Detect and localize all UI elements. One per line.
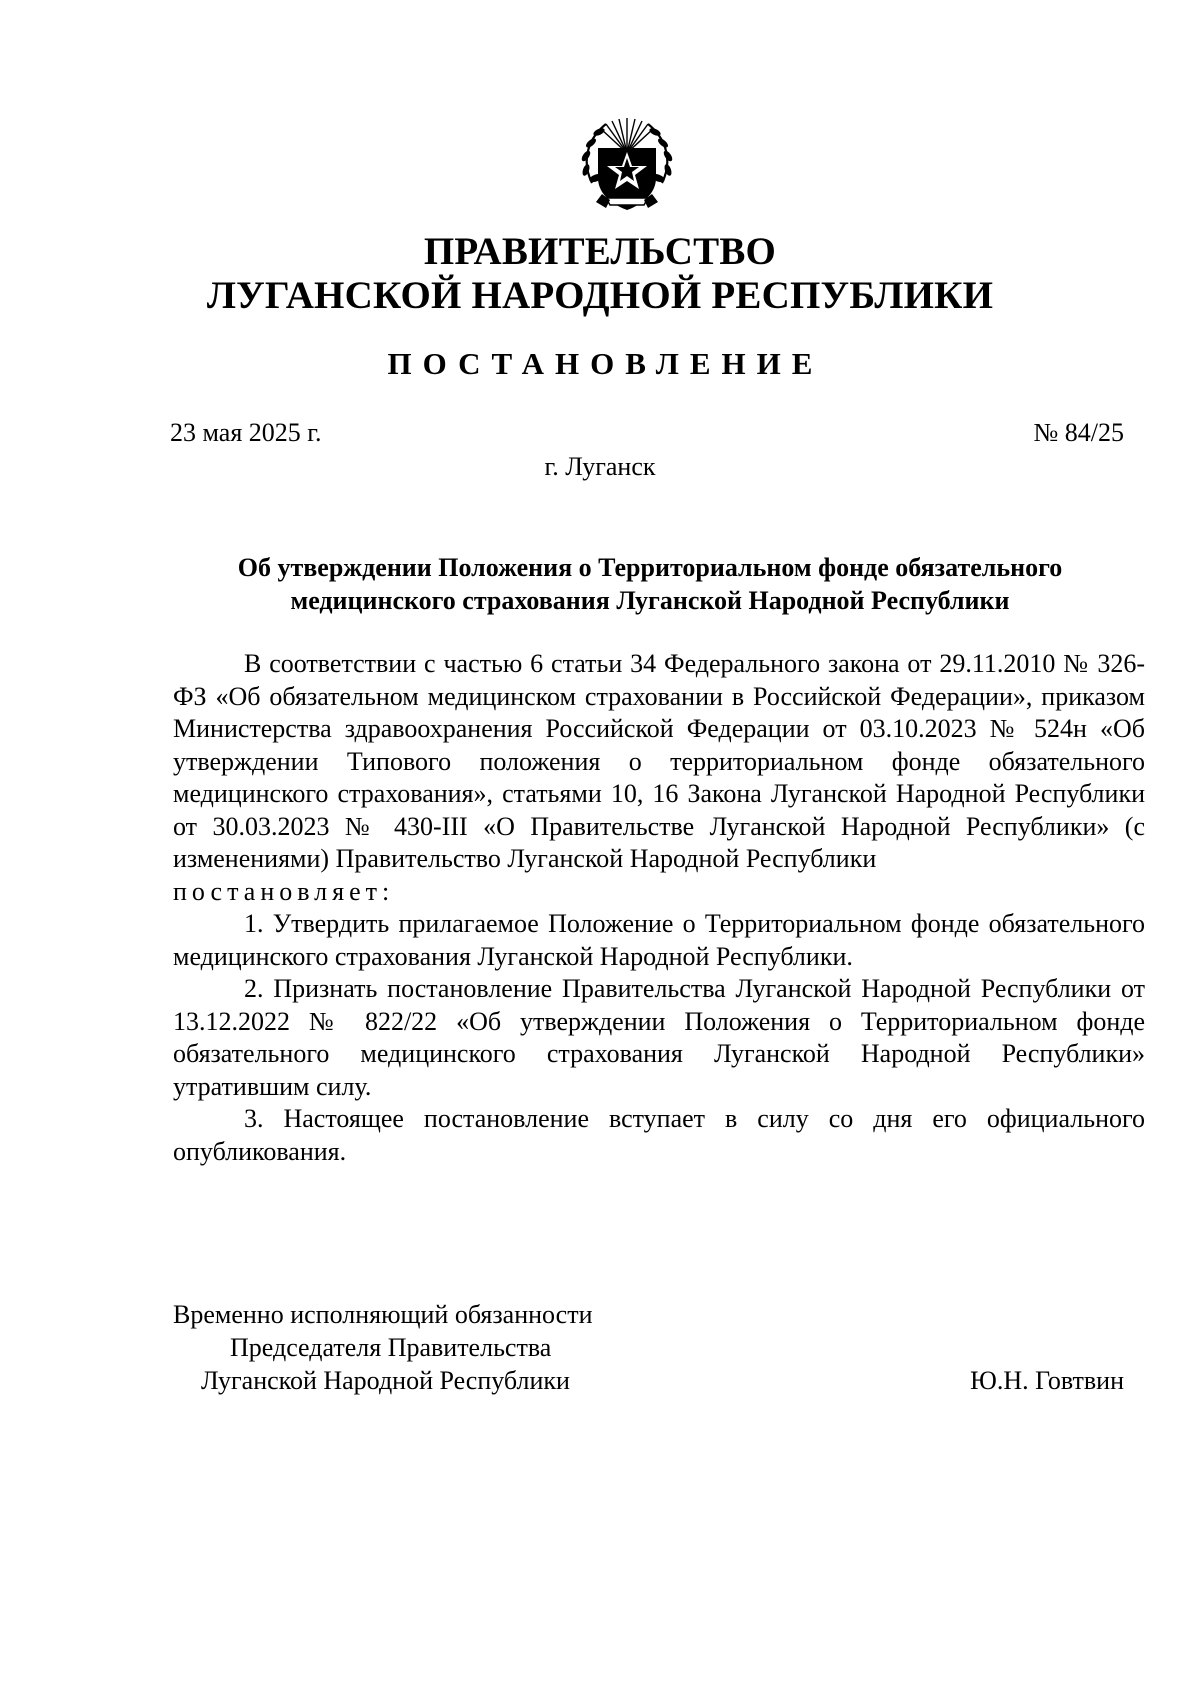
document-type-heading: ПОСТАНОВЛЕНИЕ (387, 346, 824, 381)
signatory-position-line: Луганской Народной Республики (201, 1366, 570, 1395)
list-item: 3. Настоящее постановление вступает в силу со дня его официального опубликования. (173, 1104, 1145, 1166)
signatory-position-line: Председателя Правительства (230, 1333, 552, 1362)
decree-word: постановляет: (173, 876, 395, 906)
government-name-line2: ЛУГАНСКОЙ НАРОДНОЙ РЕСПУБЛИКИ (206, 274, 994, 317)
document-number: № 84/25 (1033, 418, 1124, 447)
preamble-paragraph (173, 648, 1145, 908)
signatory-position-line: Временно исполняющий обязанности (173, 1300, 593, 1329)
document-body (173, 648, 1145, 1168)
document-date: 23 мая 2025 г. (170, 418, 322, 447)
coat-of-arms-icon (572, 108, 682, 218)
signatory-position (173, 1298, 593, 1397)
document-city: г. Луганск (544, 452, 656, 481)
signatory-name: Ю.Н. Говтвин (970, 1366, 1124, 1395)
document-subject (160, 551, 1140, 617)
list-item: 1. Утвердить прилагаемое Положение о Территориальном фонде обязательного медицинского страхования Луганской Народной Республики. (173, 909, 1145, 971)
list-item: 2. Признать постановление Правительства Луганской Народной Республики от 13.12.2022 № 822/22 «Об утверждении Положения о Территориальном фонде обязательного медицинского страхования Луганской Народной Республики» утратившим силу. (173, 974, 1145, 1101)
subject-line: медицинского страхования Луганской Народной Республики (290, 586, 1010, 615)
subject-line: Об утверждении Положения о Территориальном фонде обязательного (237, 553, 1063, 582)
government-name-line1: ПРАВИТЕЛЬСТВО (423, 230, 777, 273)
preamble-text: В соответствии с частью 6 статьи 34 Федерального закона от 29.11.2010 № 326-ФЗ «Об обязательном медицинском страховании в Российской Федерации», приказом Министерства здравоохранения Российской Федерации от 03.10.2023 № 524н «Об утверждении Типового положения о территориальном фонде обязательного медицинского страхования», статьями 10, 16 Закона Луганской Народной Республики от 30.03.2023 № 430-III «О Правительстве Луганской Народной Республики» (с изменениями) Правительство Луганской Народной Республики (173, 649, 1145, 873)
